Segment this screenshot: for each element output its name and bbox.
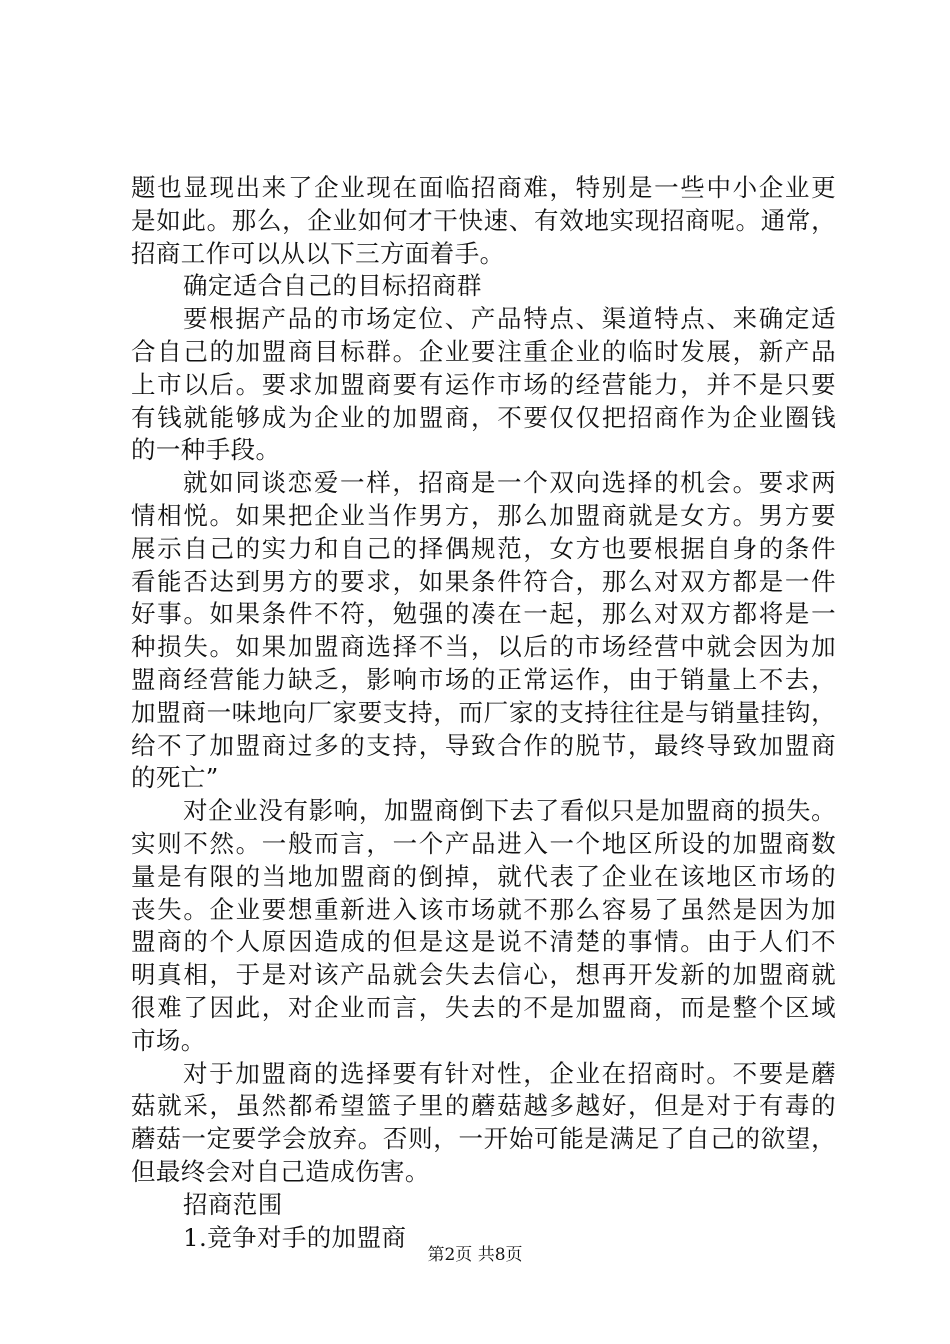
text-line: 招商工作可以从以下三方面着手。 xyxy=(131,238,505,268)
text-line: 的一种手段。 xyxy=(131,435,281,465)
text-line: 给不了加盟商过多的支持，导致合作的脱节，最终导致加盟商 xyxy=(131,730,836,760)
text-line: 量是有限的当地加盟商的倒掉，就代表了企业在该地区市场的 xyxy=(131,861,836,891)
text-line: 就如同谈恋爱一样，招商是一个双向选择的机会。要求两 xyxy=(183,468,836,498)
text-line: 盟商的个人原因造成的但是这是说不清楚的事情。由于人们不 xyxy=(131,927,836,957)
text-line: 情相悦。如果把企业当作男方，那么加盟商就是女方。男方要 xyxy=(131,500,836,530)
text-line: 确定适合自己的目标招商群 xyxy=(183,271,482,301)
text-line: 菇就采，虽然都希望篮子里的蘑菇越多越好，但是对于有毒的 xyxy=(131,1091,836,1121)
text-line: 对企业没有影响，加盟商倒下去了看似只是加盟商的损失。 xyxy=(183,796,836,826)
text-line: 1.竞争对手的加盟商 xyxy=(183,1222,407,1252)
text-line: 好事。如果条件不符，勉强的凑在一起，那么对双方都将是一 xyxy=(131,599,836,629)
text-line: 丧失。企业要想重新进入该市场就不那么容易了虽然是因为加 xyxy=(131,894,836,924)
text-line: 对于加盟商的选择要有针对性，企业在招商时。不要是蘑 xyxy=(183,1058,836,1088)
text-line: 看能否达到男方的要求，如果条件符合，那么对双方都是一件 xyxy=(131,566,836,596)
text-line: 招商范围 xyxy=(183,1189,283,1219)
text-line: 加盟商一味地向厂家要支持，而厂家的支持往往是与销量挂钩， xyxy=(131,697,836,727)
text-line: 盟商经营能力缺乏，影响市场的正常运作，由于销量上不去， xyxy=(131,664,836,694)
text-line: 蘑菇一定要学会放弃。否则，一开始可能是满足了自己的欲望， xyxy=(131,1124,836,1154)
text-line: 合自己的加盟商目标群。企业要注重企业的临时发展，新产品 xyxy=(131,336,836,366)
text-line: 市场。 xyxy=(131,1025,206,1055)
text-line: 是如此。那么，企业如何才干快速、有效地实现招商呢。通常， xyxy=(131,205,836,235)
page-footer: 第2页 共8页 xyxy=(427,1245,523,1265)
text-line: 很难了因此，对企业而言，失去的不是加盟商，而是整个区域 xyxy=(131,992,836,1022)
text-line: 上市以后。要求加盟商要有运作市场的经营能力，并不是只要 xyxy=(131,369,836,399)
text-line: 实则不然。一般而言，一个产品进入一个地区所设的加盟商数 xyxy=(131,828,836,858)
text-line: 但最终会对自己造成伤害。 xyxy=(131,1156,430,1186)
text-line: 的死亡” xyxy=(131,763,219,793)
document-body xyxy=(131,172,836,1254)
text-line: 明真相，于是对该产品就会失去信心，想再开发新的加盟商就 xyxy=(131,960,836,990)
text-line: 有钱就能够成为企业的加盟商，不要仅仅把招商作为企业圈钱 xyxy=(131,402,836,432)
text-line: 种损失。如果加盟商选择不当，以后的市场经营中就会因为加 xyxy=(131,632,836,662)
text-line: 要根据产品的市场定位、产品特点、渠道特点、来确定适 xyxy=(183,304,836,334)
text-line: 展示自己的实力和自己的择偶规范，女方也要根据自身的条件 xyxy=(131,533,836,563)
text-line: 题也显现出来了企业现在面临招商难，特别是一些中小企业更 xyxy=(131,173,836,202)
